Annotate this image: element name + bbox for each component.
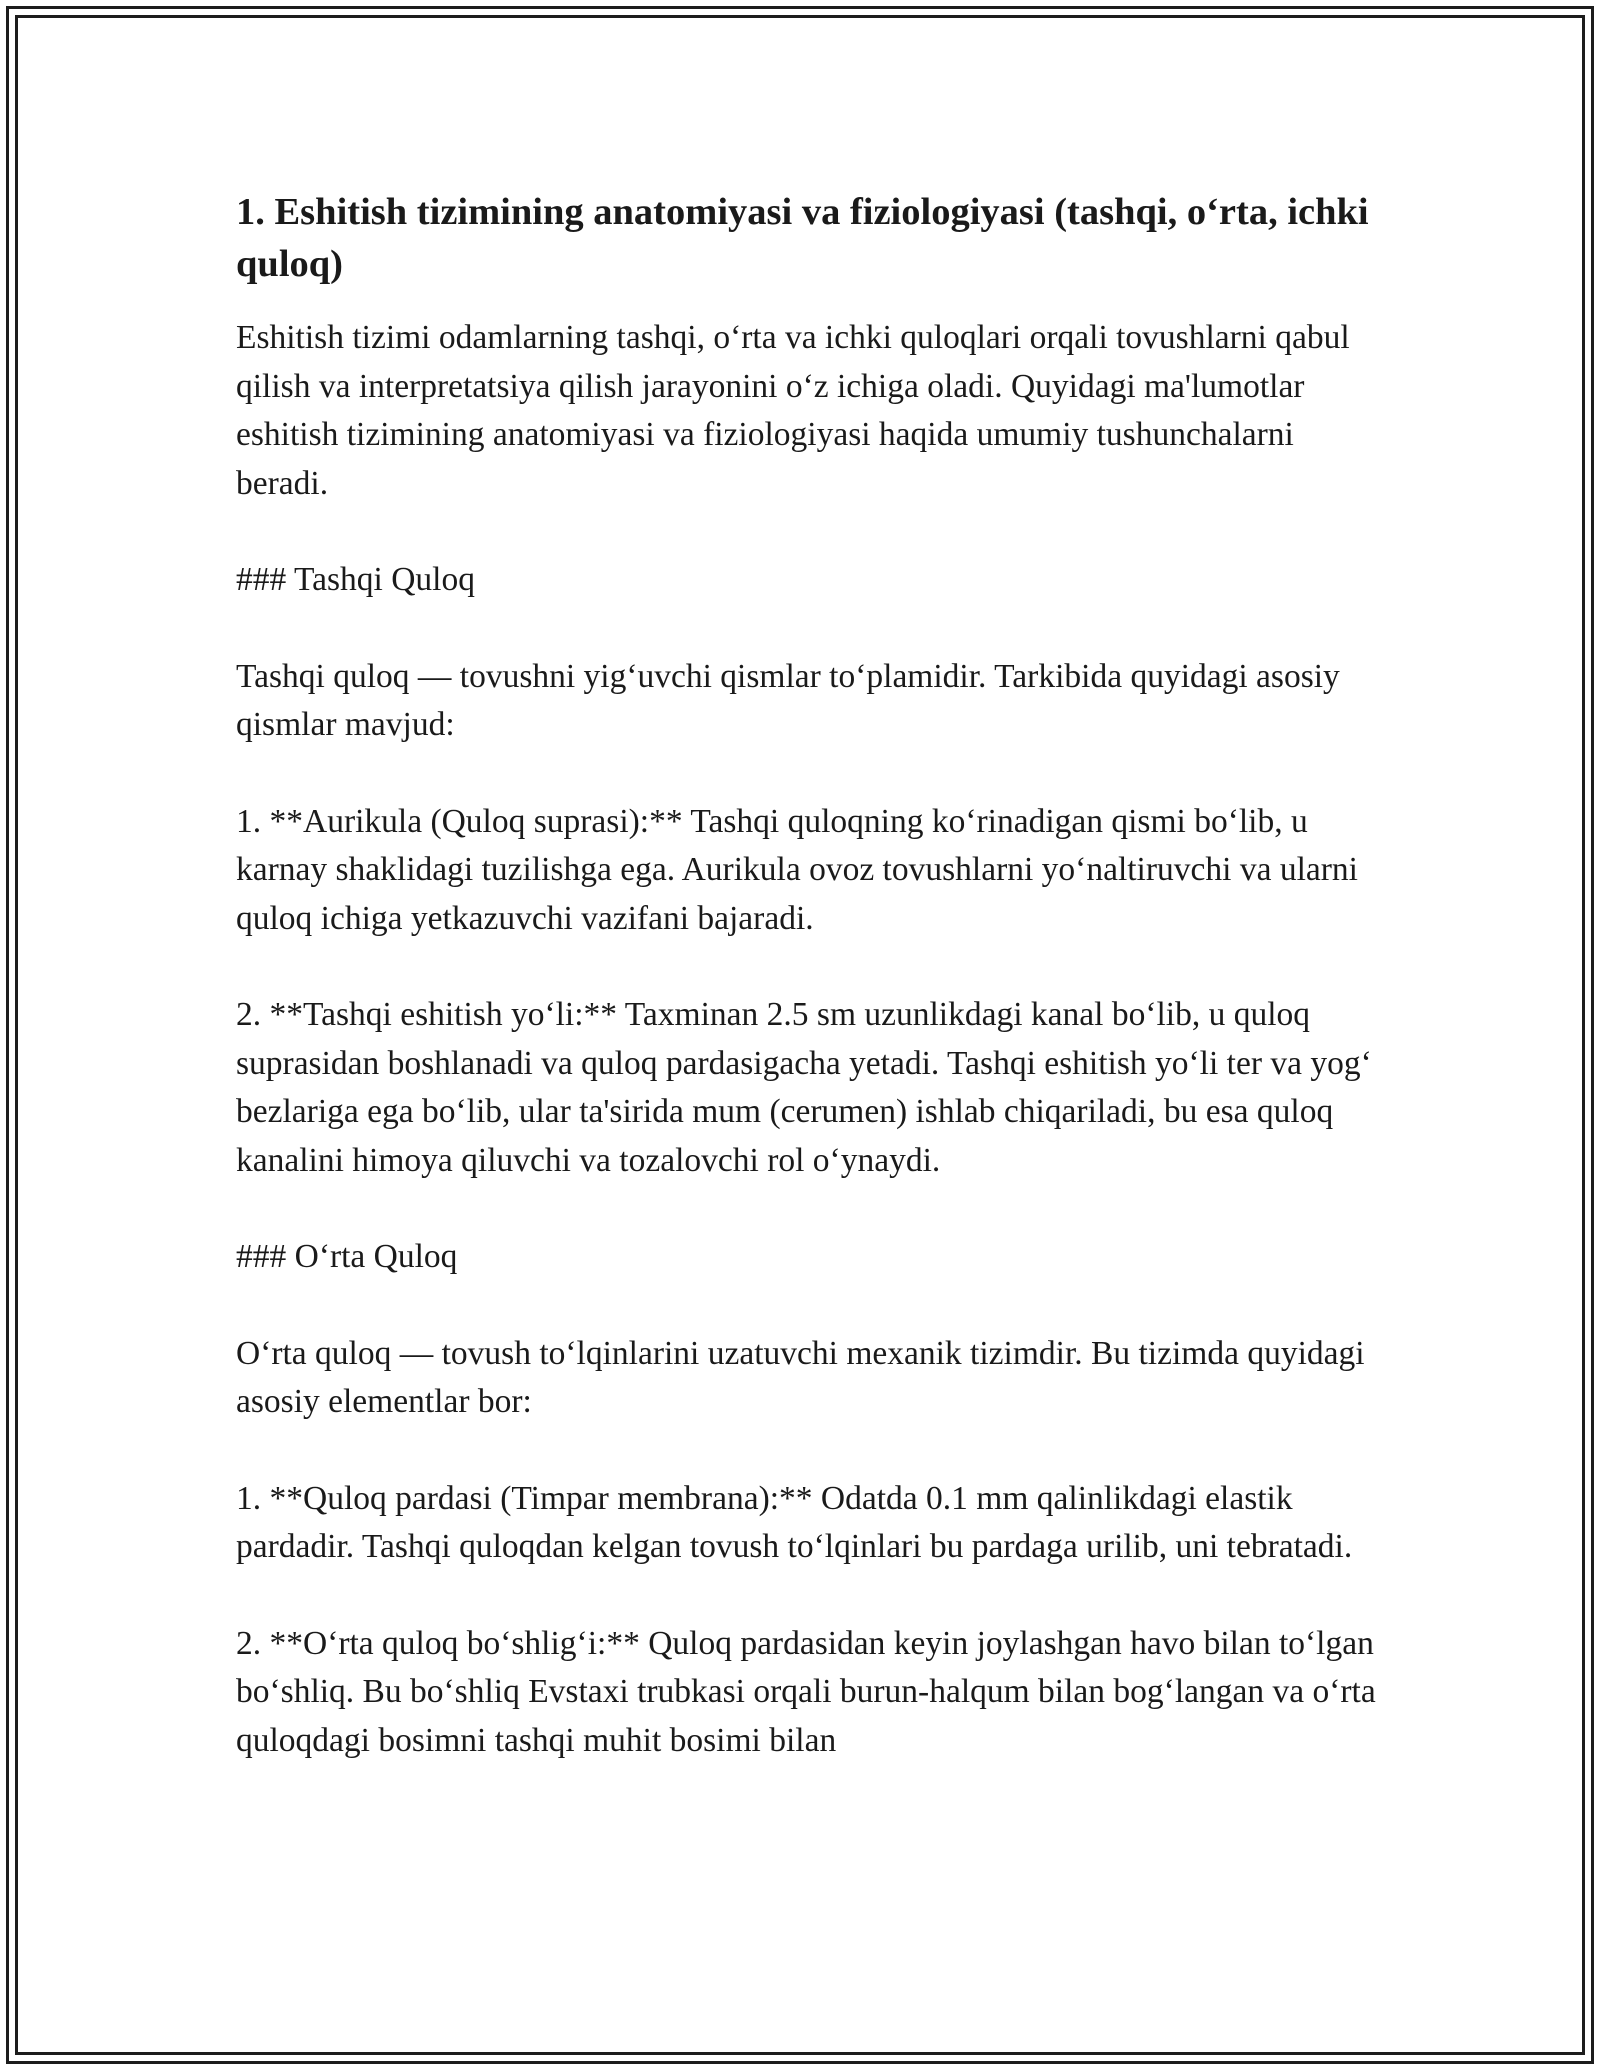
tashqi-quloq-intro: Tashqi quloq — tovushni yig‘uvchi qismlar to‘plamidir. Tarkibida quyidagi asosiy qismlar mavjud:: [236, 657, 1340, 743]
document-body: [236, 186, 1376, 1765]
document-title: 1. Eshitish tizimining anatomiyasi va fiziologiyasi (tashqi, o‘rta, ichki quloq): [236, 191, 1369, 285]
list-item-orta-quloq-boshligi: 2. **O‘rta quloq bo‘shlig‘i:** Quloq pardasidan keyin joylashgan havo bilan to‘lgan bo‘shliq. Bu bo‘shliq Evstaxi trubkasi orqali burun-halqum bilan bog‘langan va o‘rta quloqdagi bosimni tashqi muhit bosimi bilan: [236, 1624, 1376, 1759]
list-item-aurikula: 1. **Aurikula (Quloq suprasi):** Tashqi quloqning ko‘rinadigan qismi bo‘lib, u karnay shaklidagi tuzilishga ega. Aurikula ovoz tovushlarni yo‘naltiruvchi va ularni quloq ichiga yetkazuvchi vazifani bajaradi.: [236, 802, 1358, 937]
list-item-tashqi-eshitish-yoli: 2. **Tashqi eshitish yo‘li:** Taxminan 2.5 sm uzunlikdagi kanal bo‘lib, u quloq suprasidan boshlanadi va quloq pardasigacha yetadi. Tashqi eshitish yo‘li ter va yog‘ bezlariga ega bo‘lib, ular ta'sirida mum (cerumen) ishlab chiqariladi, bu esa quloq kanalini himoya qiluvchi va tozalovchi rol o‘ynaydi.: [236, 996, 1372, 1179]
list-item-quloq-pardasi: 1. **Quloq pardasi (Timpar membrana):** Odatda 0.1 mm qalinlikdagi elastik pardadir. Tashqi quloqdan kelgan tovush to‘lqinlari bu pardaga urilib, uni tebratadi.: [236, 1479, 1353, 1565]
section-heading-tashqi-quloq: ### Tashqi Quloq: [236, 561, 475, 598]
intro-paragraph: Eshitish tizimi odamlarning tashqi, o‘rta va ichki quloqlari orqali tovushlarni qabul qilish va interpretatsiya qilish jarayonini o‘z ichiga oladi. Quyidagi ma'lumotlar eshitish tizimining anatomiyasi va fiziologiyasi haqida umumiy tushunchalarni beradi.: [236, 319, 1350, 502]
orta-quloq-intro: O‘rta quloq — tovush to‘lqinlarini uzatuvchi mexanik tizimdir. Bu tizimda quyidagi asosiy elementlar bor:: [236, 1334, 1365, 1420]
section-heading-orta-quloq: ### O‘rta Quloq: [236, 1238, 458, 1275]
